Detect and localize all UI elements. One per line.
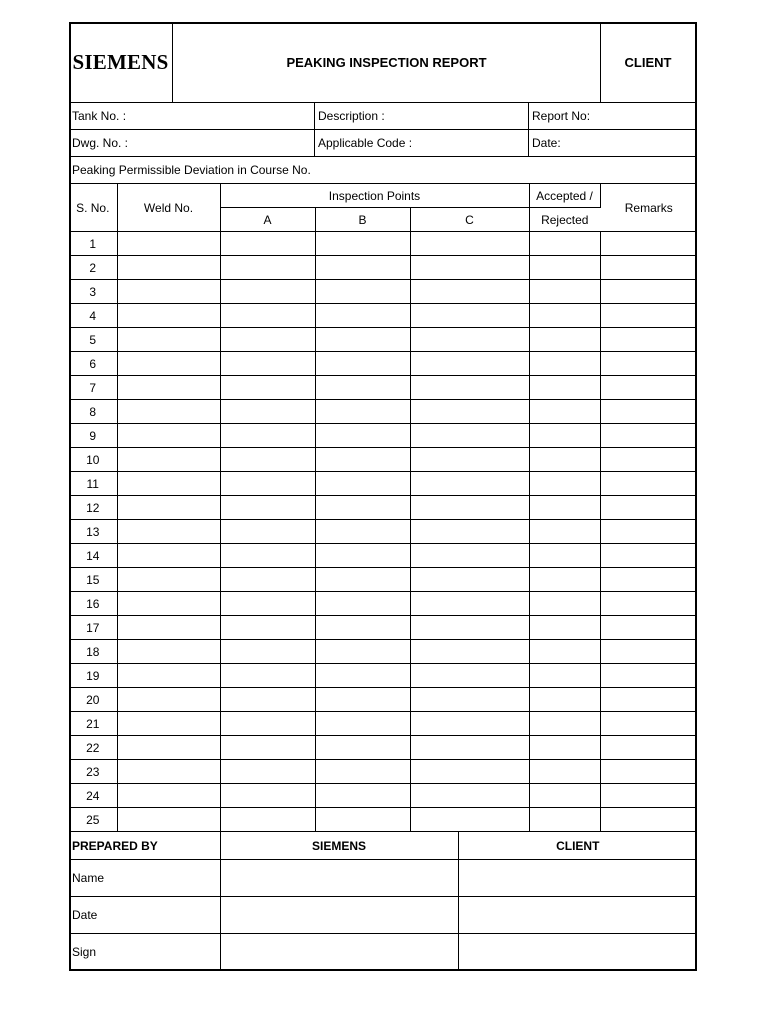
applicable-code-field[interactable] bbox=[315, 130, 529, 156]
table-row bbox=[69, 664, 697, 688]
point-a-cell[interactable] bbox=[220, 760, 315, 784]
title-cell bbox=[173, 22, 601, 102]
deviation-label: Peaking Permissible Deviation in Course No. bbox=[72, 163, 311, 177]
weld-no-cell[interactable] bbox=[117, 496, 220, 520]
point-a-cell[interactable] bbox=[220, 520, 315, 544]
weld-no-cell[interactable] bbox=[117, 544, 220, 568]
point-a-cell[interactable] bbox=[220, 328, 315, 352]
siemens-column: SIEMENS bbox=[220, 832, 458, 860]
siemens-name-cell[interactable] bbox=[220, 860, 458, 897]
point-b-cell[interactable] bbox=[315, 496, 410, 520]
report-no-label: Report No: bbox=[532, 109, 591, 123]
remarks-cell[interactable] bbox=[600, 256, 697, 280]
table-row bbox=[69, 592, 697, 616]
date-field[interactable] bbox=[529, 130, 695, 156]
point-a-cell[interactable] bbox=[220, 664, 315, 688]
table-row bbox=[69, 784, 697, 808]
accepted-rejected-cell[interactable] bbox=[529, 400, 600, 424]
point-b-cell[interactable] bbox=[315, 544, 410, 568]
form-header bbox=[69, 22, 697, 103]
accepted-rejected-cell[interactable] bbox=[529, 664, 600, 688]
point-c-cell[interactable] bbox=[410, 736, 529, 760]
dwg-no-label: Dwg. No. : bbox=[72, 136, 129, 150]
point-c-cell[interactable] bbox=[410, 664, 529, 688]
row-number: 6 bbox=[69, 352, 117, 376]
col-point-c: C bbox=[410, 208, 529, 232]
remarks-cell[interactable] bbox=[600, 232, 697, 256]
row-number: 12 bbox=[69, 496, 117, 520]
table-row bbox=[69, 520, 697, 544]
point-a-cell[interactable] bbox=[220, 448, 315, 472]
table-row bbox=[69, 400, 697, 424]
table-row bbox=[69, 352, 697, 376]
point-a-cell[interactable] bbox=[220, 232, 315, 256]
point-b-cell[interactable] bbox=[315, 712, 410, 736]
inspection-table bbox=[69, 184, 697, 831]
table-row bbox=[69, 280, 697, 304]
point-b-cell[interactable] bbox=[315, 472, 410, 496]
point-a-cell[interactable] bbox=[220, 616, 315, 640]
accepted-rejected-cell[interactable] bbox=[529, 640, 600, 664]
point-b-cell[interactable] bbox=[315, 688, 410, 712]
description-label: Description : bbox=[318, 109, 385, 123]
remarks-cell[interactable] bbox=[600, 568, 697, 592]
accepted-rejected-cell[interactable] bbox=[529, 448, 600, 472]
siemens-sign-cell[interactable] bbox=[220, 934, 458, 971]
point-c-cell[interactable] bbox=[410, 352, 529, 376]
siemens-date-cell[interactable] bbox=[220, 897, 458, 934]
date-label: Date: bbox=[532, 136, 561, 150]
point-c-cell[interactable] bbox=[410, 256, 529, 280]
tank-no-field[interactable] bbox=[69, 103, 315, 129]
weld-no-cell[interactable] bbox=[117, 664, 220, 688]
point-c-cell[interactable] bbox=[410, 448, 529, 472]
point-a-cell[interactable] bbox=[220, 736, 315, 760]
table-row bbox=[69, 328, 697, 352]
point-c-cell[interactable] bbox=[410, 424, 529, 448]
accepted-rejected-cell[interactable] bbox=[529, 688, 600, 712]
remarks-cell[interactable] bbox=[600, 448, 697, 472]
table-row bbox=[69, 808, 697, 832]
weld-no-cell[interactable] bbox=[117, 712, 220, 736]
weld-no-cell[interactable] bbox=[117, 352, 220, 376]
point-b-cell[interactable] bbox=[315, 736, 410, 760]
point-c-cell[interactable] bbox=[410, 520, 529, 544]
remarks-cell[interactable] bbox=[600, 544, 697, 568]
report-no-field[interactable] bbox=[529, 103, 695, 129]
point-c-cell[interactable] bbox=[410, 400, 529, 424]
point-b-cell[interactable] bbox=[315, 520, 410, 544]
row-number: 17 bbox=[69, 616, 117, 640]
point-a-cell[interactable] bbox=[220, 256, 315, 280]
inspection-table-wrap bbox=[69, 184, 697, 832]
signoff-header bbox=[69, 832, 697, 860]
remarks-cell[interactable] bbox=[600, 640, 697, 664]
row-number: 19 bbox=[69, 664, 117, 688]
point-b-cell[interactable] bbox=[315, 784, 410, 808]
point-c-cell[interactable] bbox=[410, 808, 529, 832]
remarks-cell[interactable] bbox=[600, 616, 697, 640]
col-s-no: S. No. bbox=[69, 184, 117, 232]
point-a-cell[interactable] bbox=[220, 784, 315, 808]
weld-no-cell[interactable] bbox=[117, 448, 220, 472]
client-header: CLIENT bbox=[624, 54, 672, 70]
table-row bbox=[69, 640, 697, 664]
row-number: 4 bbox=[69, 304, 117, 328]
table-row bbox=[69, 760, 697, 784]
point-b-cell[interactable] bbox=[315, 448, 410, 472]
point-b-cell[interactable] bbox=[315, 808, 410, 832]
weld-no-cell[interactable] bbox=[117, 400, 220, 424]
logo-cell bbox=[69, 22, 173, 102]
weld-no-cell[interactable] bbox=[117, 616, 220, 640]
point-a-cell[interactable] bbox=[220, 808, 315, 832]
col-weld-no: Weld No. bbox=[117, 184, 220, 232]
point-b-cell[interactable] bbox=[315, 256, 410, 280]
point-b-cell[interactable] bbox=[315, 568, 410, 592]
row-number: 16 bbox=[69, 592, 117, 616]
point-c-cell[interactable] bbox=[410, 232, 529, 256]
date-row-label: Date bbox=[69, 897, 220, 934]
table-row bbox=[69, 736, 697, 760]
table-row bbox=[69, 544, 697, 568]
accepted-rejected-cell[interactable] bbox=[529, 232, 600, 256]
table-row bbox=[69, 232, 697, 256]
point-b-cell[interactable] bbox=[315, 664, 410, 688]
point-a-cell[interactable] bbox=[220, 640, 315, 664]
weld-no-cell[interactable] bbox=[117, 688, 220, 712]
point-a-cell[interactable] bbox=[220, 376, 315, 400]
row-number: 24 bbox=[69, 784, 117, 808]
inspection-form bbox=[69, 22, 697, 970]
row-number: 11 bbox=[69, 472, 117, 496]
weld-no-cell[interactable] bbox=[117, 232, 220, 256]
row-number: 2 bbox=[69, 256, 117, 280]
remarks-cell[interactable] bbox=[600, 712, 697, 736]
point-b-cell[interactable] bbox=[315, 376, 410, 400]
tank-no-label: Tank No. : bbox=[72, 109, 127, 123]
point-c-cell[interactable] bbox=[410, 280, 529, 304]
weld-no-cell[interactable] bbox=[117, 304, 220, 328]
point-a-cell[interactable] bbox=[220, 280, 315, 304]
point-a-cell[interactable] bbox=[220, 568, 315, 592]
point-c-cell[interactable] bbox=[410, 784, 529, 808]
row-number: 20 bbox=[69, 688, 117, 712]
row-number: 22 bbox=[69, 736, 117, 760]
weld-no-cell[interactable] bbox=[117, 568, 220, 592]
remarks-cell[interactable] bbox=[600, 688, 697, 712]
weld-no-cell[interactable] bbox=[117, 256, 220, 280]
col-accepted: Accepted / bbox=[529, 184, 600, 208]
weld-no-cell[interactable] bbox=[117, 592, 220, 616]
point-c-cell[interactable] bbox=[410, 616, 529, 640]
signoff-name-row bbox=[69, 860, 697, 897]
table-row bbox=[69, 688, 697, 712]
point-a-cell[interactable] bbox=[220, 304, 315, 328]
accepted-rejected-cell[interactable] bbox=[529, 520, 600, 544]
point-a-cell[interactable] bbox=[220, 400, 315, 424]
applicable-code-label: Applicable Code : bbox=[318, 136, 413, 150]
remarks-cell[interactable] bbox=[600, 784, 697, 808]
accepted-rejected-cell[interactable] bbox=[529, 784, 600, 808]
remarks-cell[interactable] bbox=[600, 400, 697, 424]
point-c-cell[interactable] bbox=[410, 640, 529, 664]
row-number: 21 bbox=[69, 712, 117, 736]
point-a-cell[interactable] bbox=[220, 424, 315, 448]
col-inspection-points: Inspection Points bbox=[220, 184, 529, 208]
point-b-cell[interactable] bbox=[315, 616, 410, 640]
weld-no-cell[interactable] bbox=[117, 328, 220, 352]
weld-no-cell[interactable] bbox=[117, 376, 220, 400]
signoff-sign-row bbox=[69, 934, 697, 971]
client-cell bbox=[601, 22, 695, 102]
accepted-rejected-cell[interactable] bbox=[529, 592, 600, 616]
row-number: 3 bbox=[69, 280, 117, 304]
row-number: 18 bbox=[69, 640, 117, 664]
table-header-row-1 bbox=[69, 184, 697, 208]
signoff-table bbox=[69, 832, 697, 970]
point-a-cell[interactable] bbox=[220, 592, 315, 616]
accepted-rejected-cell[interactable] bbox=[529, 808, 600, 832]
weld-no-cell[interactable] bbox=[117, 760, 220, 784]
accepted-rejected-cell[interactable] bbox=[529, 736, 600, 760]
col-point-b: B bbox=[315, 208, 410, 232]
remarks-cell[interactable] bbox=[600, 592, 697, 616]
table-row bbox=[69, 448, 697, 472]
point-a-cell[interactable] bbox=[220, 544, 315, 568]
table-row bbox=[69, 304, 697, 328]
point-b-cell[interactable] bbox=[315, 400, 410, 424]
prepared-by-label: PREPARED BY bbox=[69, 832, 220, 860]
client-date-cell[interactable] bbox=[458, 897, 697, 934]
weld-no-cell[interactable] bbox=[117, 808, 220, 832]
accepted-rejected-cell[interactable] bbox=[529, 424, 600, 448]
remarks-cell[interactable] bbox=[600, 424, 697, 448]
table-row bbox=[69, 472, 697, 496]
col-point-a: A bbox=[220, 208, 315, 232]
weld-no-cell[interactable] bbox=[117, 472, 220, 496]
point-a-cell[interactable] bbox=[220, 712, 315, 736]
accepted-rejected-cell[interactable] bbox=[529, 256, 600, 280]
name-label: Name bbox=[69, 860, 220, 897]
accepted-rejected-cell[interactable] bbox=[529, 712, 600, 736]
point-b-cell[interactable] bbox=[315, 352, 410, 376]
signoff-date-row bbox=[69, 897, 697, 934]
point-c-cell[interactable] bbox=[410, 688, 529, 712]
remarks-cell[interactable] bbox=[600, 520, 697, 544]
accepted-rejected-cell[interactable] bbox=[529, 568, 600, 592]
accepted-rejected-cell[interactable] bbox=[529, 376, 600, 400]
accepted-rejected-cell[interactable] bbox=[529, 328, 600, 352]
weld-no-cell[interactable] bbox=[117, 736, 220, 760]
accepted-rejected-cell[interactable] bbox=[529, 496, 600, 520]
remarks-cell[interactable] bbox=[600, 304, 697, 328]
row-number: 10 bbox=[69, 448, 117, 472]
weld-no-cell[interactable] bbox=[117, 520, 220, 544]
remarks-cell[interactable] bbox=[600, 808, 697, 832]
table-row bbox=[69, 376, 697, 400]
accepted-rejected-cell[interactable] bbox=[529, 280, 600, 304]
table-row bbox=[69, 424, 697, 448]
col-rejected: Rejected bbox=[529, 208, 600, 232]
point-b-cell[interactable] bbox=[315, 280, 410, 304]
info-row-2 bbox=[69, 130, 697, 157]
accepted-rejected-cell[interactable] bbox=[529, 616, 600, 640]
accepted-rejected-cell[interactable] bbox=[529, 760, 600, 784]
signoff-wrap bbox=[69, 832, 697, 970]
point-c-cell[interactable] bbox=[410, 592, 529, 616]
point-b-cell[interactable] bbox=[315, 424, 410, 448]
table-row bbox=[69, 496, 697, 520]
accepted-rejected-cell[interactable] bbox=[529, 544, 600, 568]
row-number: 13 bbox=[69, 520, 117, 544]
table-row bbox=[69, 568, 697, 592]
accepted-rejected-cell[interactable] bbox=[529, 304, 600, 328]
row-number: 14 bbox=[69, 544, 117, 568]
remarks-cell[interactable] bbox=[600, 472, 697, 496]
row-number: 9 bbox=[69, 424, 117, 448]
point-b-cell[interactable] bbox=[315, 760, 410, 784]
weld-no-cell[interactable] bbox=[117, 640, 220, 664]
row-number: 23 bbox=[69, 760, 117, 784]
point-c-cell[interactable] bbox=[410, 328, 529, 352]
table-row bbox=[69, 712, 697, 736]
sign-label: Sign bbox=[69, 934, 220, 971]
remarks-cell[interactable] bbox=[600, 280, 697, 304]
row-number: 5 bbox=[69, 328, 117, 352]
remarks-cell[interactable] bbox=[600, 736, 697, 760]
accepted-rejected-cell[interactable] bbox=[529, 472, 600, 496]
client-name-cell[interactable] bbox=[458, 860, 697, 897]
deviation-row[interactable] bbox=[69, 157, 697, 184]
point-c-cell[interactable] bbox=[410, 472, 529, 496]
point-c-cell[interactable] bbox=[410, 568, 529, 592]
point-a-cell[interactable] bbox=[220, 352, 315, 376]
point-c-cell[interactable] bbox=[410, 304, 529, 328]
point-c-cell[interactable] bbox=[410, 712, 529, 736]
client-column: CLIENT bbox=[556, 838, 600, 853]
siemens-logo: SIEMENS bbox=[72, 49, 169, 74]
point-b-cell[interactable] bbox=[315, 592, 410, 616]
point-c-cell[interactable] bbox=[410, 496, 529, 520]
client-sign-cell[interactable] bbox=[458, 934, 697, 971]
remarks-cell[interactable] bbox=[600, 760, 697, 784]
row-number: 1 bbox=[69, 232, 117, 256]
row-number: 15 bbox=[69, 568, 117, 592]
info-row-1 bbox=[69, 103, 697, 130]
remarks-cell[interactable] bbox=[600, 376, 697, 400]
point-b-cell[interactable] bbox=[315, 304, 410, 328]
weld-no-cell[interactable] bbox=[117, 280, 220, 304]
weld-no-cell[interactable] bbox=[117, 424, 220, 448]
weld-no-cell[interactable] bbox=[117, 784, 220, 808]
table-row bbox=[69, 256, 697, 280]
row-number: 8 bbox=[69, 400, 117, 424]
report-title: PEAKING INSPECTION REPORT bbox=[286, 54, 487, 70]
point-a-cell[interactable] bbox=[220, 496, 315, 520]
dwg-no-field[interactable] bbox=[69, 130, 315, 156]
col-remarks: Remarks bbox=[600, 184, 697, 232]
point-a-cell[interactable] bbox=[220, 472, 315, 496]
remarks-cell[interactable] bbox=[600, 496, 697, 520]
accepted-rejected-cell[interactable] bbox=[529, 352, 600, 376]
table-row bbox=[69, 616, 697, 640]
remarks-cell[interactable] bbox=[600, 352, 697, 376]
row-number: 25 bbox=[69, 808, 117, 832]
point-b-cell[interactable] bbox=[315, 232, 410, 256]
description-field[interactable] bbox=[315, 103, 529, 129]
point-b-cell[interactable] bbox=[315, 640, 410, 664]
point-a-cell[interactable] bbox=[220, 688, 315, 712]
row-number: 7 bbox=[69, 376, 117, 400]
remarks-cell[interactable] bbox=[600, 664, 697, 688]
point-b-cell[interactable] bbox=[315, 328, 410, 352]
point-c-cell[interactable] bbox=[410, 760, 529, 784]
point-c-cell[interactable] bbox=[410, 376, 529, 400]
point-c-cell[interactable] bbox=[410, 544, 529, 568]
remarks-cell[interactable] bbox=[600, 328, 697, 352]
